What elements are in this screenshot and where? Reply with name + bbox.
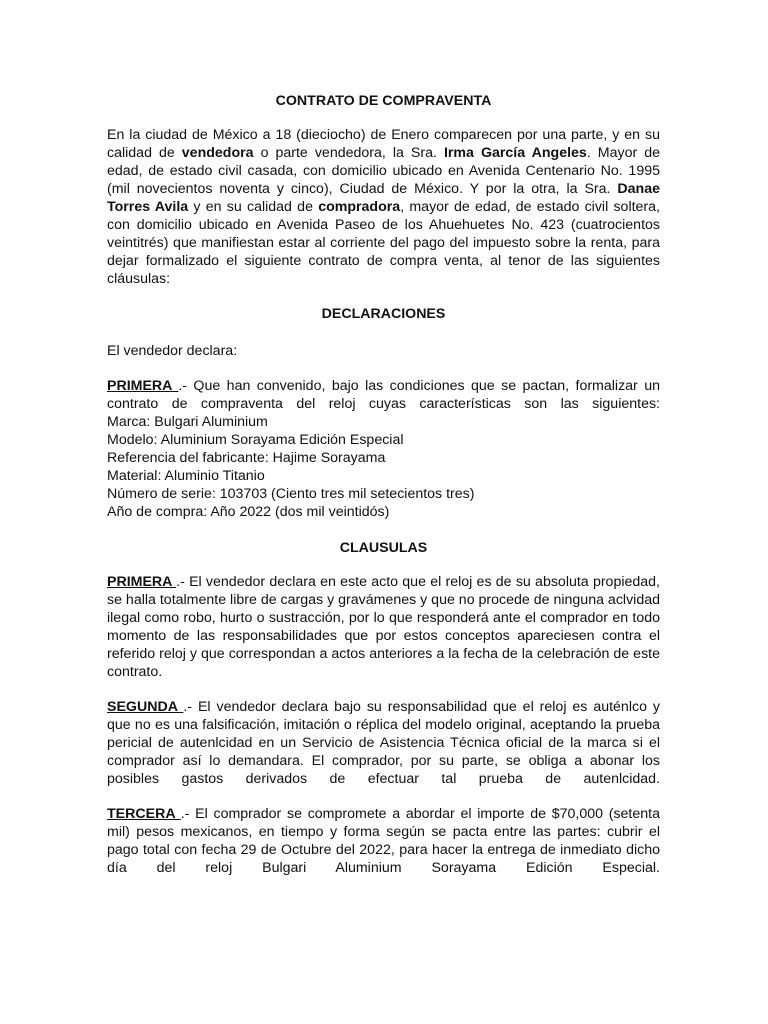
clausula-tercera-label: TERCERA [107, 806, 181, 822]
detail-numero-serie: Número de serie: 103703 (Ciento tres mil setecientos tres) [107, 486, 475, 502]
intro-paragraph [107, 126, 660, 290]
clausula-primera-label: PRIMERA [107, 574, 177, 590]
detail-ano-compra: Año de compra: Año 2022 (dos mil veintidós) [107, 504, 390, 520]
clausula-segunda [107, 698, 660, 788]
clausula-segunda-label: SEGUNDA [107, 699, 184, 715]
role-vendedora: vendedora [181, 145, 254, 161]
declaracion-primera [107, 377, 660, 413]
detail-marca: Marca: Bulgari Aluminium [107, 414, 268, 430]
detail-material: Material: Aluminio Titanio [107, 468, 265, 484]
seller-name: Irma García Angeles [443, 145, 587, 161]
clausula-tercera-text: .- El comprador se compromete a abordar el importe de $70,000 (setenta mil) pesos mexicanos, en tiempo y forma según se pacta entre las partes: cubrir el pago total con fecha 29 de Octubre del 2022, para hacer la entrega de inmediato dicho día del reloj Bulgari Aluminium Sorayama Edición Especial. [107, 806, 660, 876]
watch-details [107, 413, 660, 521]
clausula-primera-text: .- El vendedor declara en este acto que el reloj es de su absoluta propiedad, se halla totalmente libre de cargas y gravámenes y que no procede de ninguna aclvidad ilegal como robo, hurto o sustracción, por lo que responderá ante el comprador en todo momento de las responsabilidades que por estos conceptos apareciesen contra el referido reloj y que correspondan a actos anteriores a la fecha de la celebración de este contrato. [107, 574, 660, 680]
declaraciones-lead: El vendedor declara: [107, 343, 238, 359]
contract-title: CONTRATO DE COMPRAVENTA [275, 93, 492, 109]
buyer-name: Danae Torres Avila [107, 181, 660, 215]
intro-text-4: y en su calidad de [188, 199, 319, 215]
clausula-primera [107, 573, 660, 681]
detail-referencia: Referencia del fabricante: Hajime Sorayama [107, 450, 386, 466]
declaraciones-heading: DECLARACIONES [321, 306, 446, 322]
role-compradora: compradora [318, 199, 401, 215]
intro-text-2: o parte vendedora, la Sra. [253, 145, 444, 161]
declaracion-primera-label: PRIMERA [107, 378, 179, 394]
declaracion-primera-text: .- Que han convenido, bajo las condiciones que se pactan, formalizar un contrato de compraventa del reloj cuyas características son las siguientes: [107, 378, 660, 412]
clausulas-heading: CLAUSULAS [339, 540, 428, 556]
clausula-tercera [107, 805, 660, 877]
detail-modelo: Modelo: Aluminium Sorayama Edición Especial [107, 432, 404, 448]
intro-text-3: . Mayor de edad, de estado civil casada, con domicilio ubicado en Avenida Centenario No. 1995 (mil novecientos noventa y cinco), Ciudad de México. Y por la otra, la Sra. [107, 145, 661, 197]
clausula-segunda-text: .- El vendedor declara bajo su responsabilidad que el reloj es auténlco y que no es una falsificación, imitación o réplica del modelo original, aceptando la prueba pericial de autenlcidad en un Servicio de Asistencia Técnica oficial de la marca si el comprador así lo demandara. El comprador, por su parte, se obliga a abonar los posibles gastos derivados de efectuar tal prueba de autenlcidad. [107, 699, 660, 787]
intro-text-5: , mayor de edad, de estado civil soltera, con domicilio ubicado en Avenida Paseo de los Ahuehuetes No. 423 (cuatrocientos veintitrés) que manifiestan estar al corriente del pago del impuesto sobre la renta, para dejar formalizado el siguiente contrato de compra venta, al tenor de las siguientes cláusulas: [107, 199, 660, 287]
intro-text-1: En la ciudad de México a 18 (dieciocho) de Enero comparecen por una parte, y en su calidad de [107, 127, 660, 161]
